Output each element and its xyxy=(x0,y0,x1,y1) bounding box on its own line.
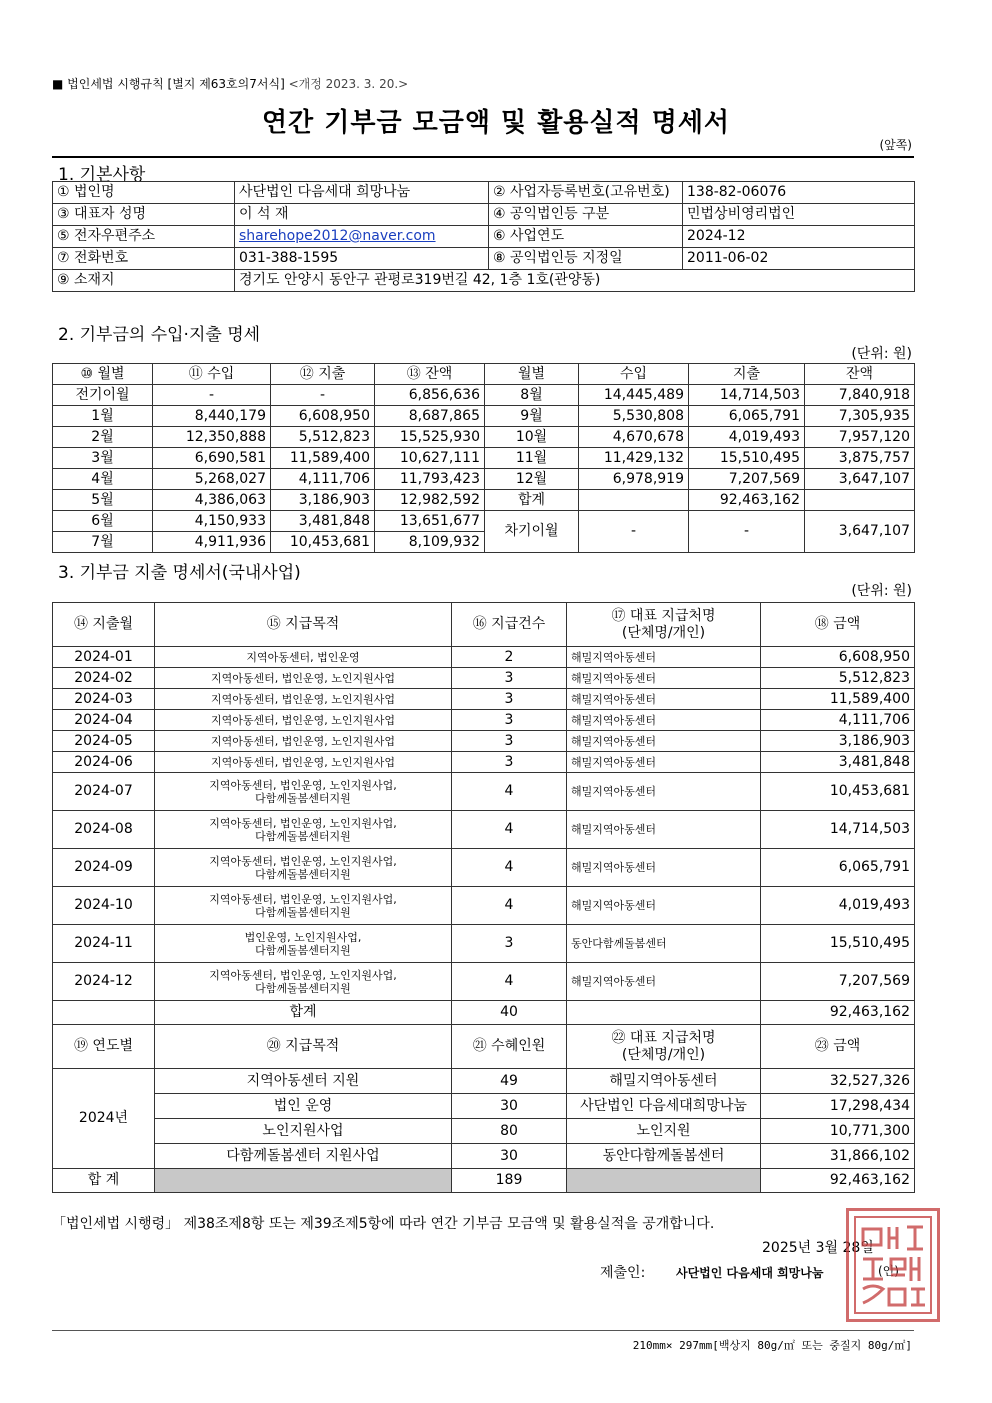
payment-count: 4 xyxy=(452,963,567,1001)
expense-month: 2024-01 xyxy=(53,647,155,668)
field-label: ⑤ 전자우편주소 xyxy=(53,226,235,248)
field-value: 2011-06-02 xyxy=(683,248,915,270)
yearly-amount: 31,866,102 xyxy=(761,1144,915,1169)
balance-value: 10,627,111 xyxy=(375,448,485,469)
expense-value: 3,186,903 xyxy=(271,490,375,511)
income-value: 4,670,678 xyxy=(579,427,689,448)
carry-over-label: 차기이월 xyxy=(485,511,579,553)
expense-amount: 5,512,823 xyxy=(761,668,915,689)
purpose-cell xyxy=(155,963,452,1001)
payment-count: 3 xyxy=(452,925,567,963)
purpose-cell xyxy=(155,849,452,887)
expense-row xyxy=(53,668,915,689)
purpose-line1: 지역아동센터, 법인운영, 노인지원사업 xyxy=(210,734,395,748)
empty-cell xyxy=(567,1001,761,1025)
expense-amount: 10,453,681 xyxy=(761,773,915,811)
purpose-line1: 지역아동센터, 법인운영, 노인지원사업, xyxy=(209,816,397,830)
yearly-purpose: 법인 운영 xyxy=(155,1094,452,1119)
purpose-line1: 지역아동센터, 법인운영, 노인지원사업, xyxy=(209,968,397,982)
empty-cell xyxy=(53,1001,155,1025)
recipient-header-line2: (단체명/개인) xyxy=(621,1046,706,1063)
purpose-line2: 다함께돌봄센터지원 xyxy=(255,829,351,843)
total-balance-empty xyxy=(805,490,915,511)
month-row xyxy=(53,448,915,469)
grand-total-label: 합 계 xyxy=(53,1169,155,1193)
recipient-name: 해밀지역아동센터 xyxy=(567,752,761,773)
purpose-line1: 법인운영, 노인지원사업, xyxy=(244,930,362,944)
month-label: 10월 xyxy=(485,427,579,448)
expense-month: 2024-12 xyxy=(53,963,155,1001)
expense-amount: 7,207,569 xyxy=(761,963,915,1001)
shaded-cell xyxy=(567,1169,761,1193)
month-row xyxy=(53,385,915,406)
shaded-cell xyxy=(155,1169,452,1193)
expense-row xyxy=(53,925,915,963)
column-header: ⑭ 지출월 xyxy=(53,603,155,647)
section2-heading: 2. 기부금의 수입·지출 명세 xyxy=(58,325,261,345)
column-header: ⑳ 지급목적 xyxy=(155,1025,452,1069)
month-label: 3월 xyxy=(53,448,153,469)
month-row xyxy=(53,427,915,448)
column-header: 지출 xyxy=(689,364,805,385)
expense-value: 6,065,791 xyxy=(689,406,805,427)
expense-amount: 3,186,903 xyxy=(761,731,915,752)
beneficiary-count: 30 xyxy=(452,1094,567,1119)
total-label: 합계 xyxy=(485,490,579,511)
income-value: 4,150,933 xyxy=(153,511,271,532)
expense-month: 2024-05 xyxy=(53,731,155,752)
field-value: 사단법인 다음세대 희망나눔 xyxy=(235,182,489,204)
income-value: 5,530,808 xyxy=(579,406,689,427)
month-row xyxy=(53,490,915,511)
recipient-name: 해밀지역아동센터 xyxy=(567,849,761,887)
recipient-name: 해밀지역아동센터 xyxy=(567,668,761,689)
yearly-row xyxy=(53,1069,915,1094)
carry-balance: 3,647,107 xyxy=(805,511,915,553)
payment-count: 3 xyxy=(452,710,567,731)
yearly-amount: 10,771,300 xyxy=(761,1119,915,1144)
expense-value: 5,512,823 xyxy=(271,427,375,448)
balance-value: 12,982,592 xyxy=(375,490,485,511)
expense-value: - xyxy=(271,385,375,406)
column-header: ㉑ 수혜인원 xyxy=(452,1025,567,1069)
expense-row xyxy=(53,811,915,849)
field-label: ③ 대표자 성명 xyxy=(53,204,235,226)
purpose-line2: 다함께돌봄센터지원 xyxy=(255,905,351,919)
expense-month: 2024-04 xyxy=(53,710,155,731)
income-value: 5,268,027 xyxy=(153,469,271,490)
purpose-cell xyxy=(155,887,452,925)
expense-month: 2024-10 xyxy=(53,887,155,925)
column-header: ⑯ 지급건수 xyxy=(452,603,567,647)
field-label: ① 법인명 xyxy=(53,182,235,204)
yearly-amount: 17,298,434 xyxy=(761,1094,915,1119)
info-row xyxy=(53,182,915,204)
income-expense-table xyxy=(52,363,915,553)
column-header xyxy=(567,1025,761,1069)
column-header: ⑱ 금액 xyxy=(761,603,915,647)
purpose-cell xyxy=(155,668,452,689)
expense-amount: 6,608,950 xyxy=(761,647,915,668)
expense-value: 11,589,400 xyxy=(271,448,375,469)
expense-amount: 14,714,503 xyxy=(761,811,915,849)
address-row xyxy=(53,270,915,292)
month-label: 9월 xyxy=(485,406,579,427)
expense-month: 2024-02 xyxy=(53,668,155,689)
purpose-cell xyxy=(155,752,452,773)
form-reference xyxy=(52,75,408,92)
front-side-note: (앞쪽) xyxy=(879,138,912,152)
yearly-recipient: 노인지원 xyxy=(567,1119,761,1144)
expense-month: 2024-11 xyxy=(53,925,155,963)
recipient-name: 해밀지역아동센터 xyxy=(567,710,761,731)
balance-value: 8,109,932 xyxy=(375,532,485,553)
expense-month: 2024-03 xyxy=(53,689,155,710)
field-value: 138-82-06076 xyxy=(683,182,915,204)
section3-heading: 3. 기부금 지출 명세서(국내사업) xyxy=(58,563,301,583)
organization-seal-stamp xyxy=(846,1208,940,1322)
income-value: 4,386,063 xyxy=(153,490,271,511)
expense-row xyxy=(53,647,915,668)
payment-count: 4 xyxy=(452,849,567,887)
purpose-cell xyxy=(155,773,452,811)
recipient-header-line1: ㉒ 대표 지급처명 xyxy=(611,1029,716,1046)
address-value: 경기도 안양시 동안구 관평로319번길 42, 1층 1호(관양동) xyxy=(235,270,915,292)
submitter-name: 사단법인 다음세대 희망나눔 xyxy=(676,1266,824,1280)
expense-value: 4,019,493 xyxy=(689,427,805,448)
column-header: 월별 xyxy=(485,364,579,385)
column-header: ⑩ 월별 xyxy=(53,364,153,385)
balance-value: 8,687,865 xyxy=(375,406,485,427)
balance-value: 13,651,677 xyxy=(375,511,485,532)
expense-value: 7,207,569 xyxy=(689,469,805,490)
income-value: - xyxy=(153,385,271,406)
yearly-row xyxy=(53,1119,915,1144)
expense-month: 2024-09 xyxy=(53,849,155,887)
recipient-header-line2: (단체명/개인) xyxy=(621,624,706,641)
field-value: 2024-12 xyxy=(683,226,915,248)
section1-heading: 1. 기본사항 xyxy=(58,165,146,185)
expense-value: 10,453,681 xyxy=(271,532,375,553)
income-value: 14,445,489 xyxy=(579,385,689,406)
sum-amount: 92,463,162 xyxy=(761,1001,915,1025)
expense-row xyxy=(53,773,915,811)
purpose-line1: 지역아동센터, 법인운영 xyxy=(246,650,360,664)
month-row xyxy=(53,406,915,427)
recipient-name: 동안다함께돌봄센터 xyxy=(567,925,761,963)
beneficiary-count: 80 xyxy=(452,1119,567,1144)
field-label: ② 사업자등록번호(고유번호) xyxy=(489,182,683,204)
purpose-line1: 지역아동센터, 법인운영, 노인지원사업, xyxy=(209,778,397,792)
income-value: 8,440,179 xyxy=(153,406,271,427)
total-income-empty xyxy=(579,490,689,511)
yearly-recipient: 동안다함께돌봄센터 xyxy=(567,1144,761,1169)
submission-date: 2025년 3월 28일 xyxy=(762,1240,874,1256)
payment-count: 4 xyxy=(452,773,567,811)
field-label: ⑥ 사업연도 xyxy=(489,226,683,248)
expense-month: 2024-07 xyxy=(53,773,155,811)
purpose-line2: 다함께돌봄센터지원 xyxy=(255,943,351,957)
grand-total-amount: 92,463,162 xyxy=(761,1169,915,1193)
grand-total-row xyxy=(53,1169,915,1193)
month-label: 8월 xyxy=(485,385,579,406)
yearly-purpose: 지역아동센터 지원 xyxy=(155,1069,452,1094)
income-value: 4,911,936 xyxy=(153,532,271,553)
purpose-cell xyxy=(155,925,452,963)
balance-value: 11,793,423 xyxy=(375,469,485,490)
basic-info-table xyxy=(52,181,915,292)
grand-total-count: 189 xyxy=(452,1169,567,1193)
expense-row xyxy=(53,710,915,731)
seal-mark: (인) xyxy=(878,1264,899,1278)
payment-count: 3 xyxy=(452,731,567,752)
month-label: 5월 xyxy=(53,490,153,511)
expense-value: 6,608,950 xyxy=(271,406,375,427)
expense-amount: 4,111,706 xyxy=(761,710,915,731)
purpose-cell xyxy=(155,731,452,752)
seal-graphic xyxy=(849,1211,937,1319)
header-row xyxy=(53,603,915,647)
column-header: ㉓ 금액 xyxy=(761,1025,915,1069)
income-value: 11,429,132 xyxy=(579,448,689,469)
submitter-label: 제출인: xyxy=(600,1265,646,1281)
month-label: 6월 xyxy=(53,511,153,532)
expense-value: 3,481,848 xyxy=(271,511,375,532)
recipient-name: 해밀지역아동센터 xyxy=(567,773,761,811)
expense-detail-table xyxy=(52,602,915,1193)
total-expense-value: 92,463,162 xyxy=(689,490,805,511)
expense-value: 15,510,495 xyxy=(689,448,805,469)
column-header: 잔액 xyxy=(805,364,915,385)
purpose-line1: 지역아동센터, 법인운영, 노인지원사업, xyxy=(209,892,397,906)
column-header: ⑲ 연도별 xyxy=(53,1025,155,1069)
beneficiary-count: 30 xyxy=(452,1144,567,1169)
field-label: ⑨ 소재지 xyxy=(53,270,235,292)
yearly-recipient: 해밀지역아동센터 xyxy=(567,1069,761,1094)
section1-rule xyxy=(52,156,914,158)
expense-row xyxy=(53,731,915,752)
payment-count: 3 xyxy=(452,668,567,689)
balance-value: 3,875,757 xyxy=(805,448,915,469)
column-header xyxy=(567,603,761,647)
revision-text: <개정 2023. 3. 20.> xyxy=(288,77,409,91)
purpose-line2: 다함께돌봄센터지원 xyxy=(255,867,351,881)
purpose-line2: 다함께돌봄센터지원 xyxy=(255,791,351,805)
payment-count: 4 xyxy=(452,811,567,849)
income-value: 12,350,888 xyxy=(153,427,271,448)
column-header: ⑪ 수입 xyxy=(153,364,271,385)
field-label: ⑧ 공익법인등 지정일 xyxy=(489,248,683,270)
sum-row xyxy=(53,1001,915,1025)
recipient-name: 해밀지역아동센터 xyxy=(567,731,761,752)
payment-count: 2 xyxy=(452,647,567,668)
month-label: 7월 xyxy=(53,532,153,553)
expense-amount: 15,510,495 xyxy=(761,925,915,963)
balance-value: 3,647,107 xyxy=(805,469,915,490)
expense-month: 2024-08 xyxy=(53,811,155,849)
yearly-recipient: 사단법인 다음세대희망나눔 xyxy=(567,1094,761,1119)
purpose-cell xyxy=(155,811,452,849)
yearly-row xyxy=(53,1094,915,1119)
balance-value: 7,957,120 xyxy=(805,427,915,448)
month-row xyxy=(53,469,915,490)
yearly-amount: 32,527,326 xyxy=(761,1069,915,1094)
field-value: 민법상비영리법인 xyxy=(683,204,915,226)
recipient-name: 해밀지역아동센터 xyxy=(567,689,761,710)
month-row xyxy=(53,511,915,532)
expense-row xyxy=(53,887,915,925)
balance-value: 7,305,935 xyxy=(805,406,915,427)
recipient-header-line1: ⑰ 대표 지급처명 xyxy=(611,607,716,624)
section2-unit: (단위: 원) xyxy=(851,346,912,362)
column-header: ⑮ 지급목적 xyxy=(155,603,452,647)
footer-rule xyxy=(52,1330,914,1331)
month-label: 11월 xyxy=(485,448,579,469)
column-header: 수입 xyxy=(579,364,689,385)
yearly-row xyxy=(53,1144,915,1169)
purpose-line2: 다함께돌봄센터지원 xyxy=(255,981,351,995)
expense-row xyxy=(53,963,915,1001)
field-value: 이 석 재 xyxy=(235,204,489,226)
balance-value: 7,840,918 xyxy=(805,385,915,406)
purpose-line1: 지역아동센터, 법인운영, 노인지원사업 xyxy=(210,755,395,769)
header-row xyxy=(53,1025,915,1069)
sum-count: 40 xyxy=(452,1001,567,1025)
purpose-line1: 지역아동센터, 법인운영, 노인지원사업 xyxy=(210,692,395,706)
header-row xyxy=(53,364,915,385)
income-value: 6,978,919 xyxy=(579,469,689,490)
info-row xyxy=(53,226,915,248)
recipient-name: 해밀지역아동센터 xyxy=(567,647,761,668)
carry-income: - xyxy=(579,511,689,553)
month-label: 12월 xyxy=(485,469,579,490)
balance-value: 15,525,930 xyxy=(375,427,485,448)
purpose-line1: 지역아동센터, 법인운영, 노인지원사업, xyxy=(209,854,397,868)
yearly-purpose: 다함께돌봄센터 지원사업 xyxy=(155,1144,452,1169)
expense-month: 2024-06 xyxy=(53,752,155,773)
expense-row xyxy=(53,849,915,887)
purpose-cell xyxy=(155,647,452,668)
month-label: 전기이월 xyxy=(53,385,153,406)
sum-label: 합계 xyxy=(155,1001,452,1025)
expense-amount: 3,481,848 xyxy=(761,752,915,773)
purpose-cell xyxy=(155,689,452,710)
month-label: 2월 xyxy=(53,427,153,448)
column-header: ⑫ 지출 xyxy=(271,364,375,385)
payment-count: 3 xyxy=(452,689,567,710)
recipient-name: 해밀지역아동센터 xyxy=(567,887,761,925)
paper-spec: 210mm× 297mm[백상지 80g/㎡ 또는 중질지 80g/㎡] xyxy=(632,1339,912,1352)
expense-value: 4,111,706 xyxy=(271,469,375,490)
column-header: ⑬ 잔액 xyxy=(375,364,485,385)
expense-amount: 6,065,791 xyxy=(761,849,915,887)
month-label: 4월 xyxy=(53,469,153,490)
expense-value: 14,714,503 xyxy=(689,385,805,406)
page-title: 연간 기부금 모금액 및 활용실적 명세서 xyxy=(261,108,731,138)
year-label: 2024년 xyxy=(53,1069,155,1169)
expense-amount: 11,589,400 xyxy=(761,689,915,710)
field-label: ⑦ 전화번호 xyxy=(53,248,235,270)
beneficiary-count: 49 xyxy=(452,1069,567,1094)
expense-amount: 4,019,493 xyxy=(761,887,915,925)
month-label: 1월 xyxy=(53,406,153,427)
income-value: 6,690,581 xyxy=(153,448,271,469)
section3-unit: (단위: 원) xyxy=(851,583,912,599)
purpose-cell xyxy=(155,710,452,731)
balance-value: 6,856,636 xyxy=(375,385,485,406)
recipient-name: 해밀지역아동센터 xyxy=(567,811,761,849)
email-link[interactable]: sharehope2012@naver.com xyxy=(235,226,489,248)
payment-count: 3 xyxy=(452,752,567,773)
field-label: ④ 공익법인등 구분 xyxy=(489,204,683,226)
info-row xyxy=(53,204,915,226)
purpose-line1: 지역아동센터, 법인운영, 노인지원사업 xyxy=(210,671,395,685)
purpose-line1: 지역아동센터, 법인운영, 노인지원사업 xyxy=(210,713,395,727)
payment-count: 4 xyxy=(452,887,567,925)
recipient-name: 해밀지역아동센터 xyxy=(567,963,761,1001)
disclosure-statement: 「법인세법 시행령」 제38조제8항 또는 제39조제5항에 따라 연간 기부금 모금액 및 활용실적을 공개합니다. xyxy=(52,1216,715,1232)
field-value: 031-388-1595 xyxy=(235,248,489,270)
expense-row xyxy=(53,689,915,710)
expense-row xyxy=(53,752,915,773)
info-row xyxy=(53,248,915,270)
carry-expense: - xyxy=(689,511,805,553)
yearly-purpose: 노인지원사업 xyxy=(155,1119,452,1144)
form-ref-text: ■ 법인세법 시행규칙 [별지 제63호의7서식] xyxy=(52,77,285,91)
